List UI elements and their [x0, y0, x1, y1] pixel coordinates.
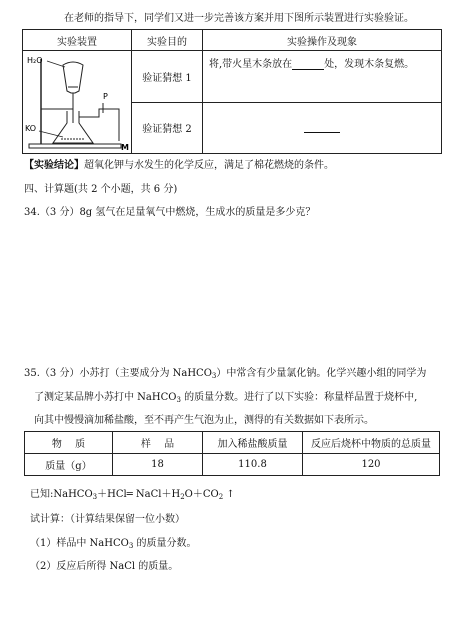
data-cell-total: 120 — [303, 454, 440, 476]
header-operation: 实验操作及现象 — [203, 30, 442, 51]
conclusion-tag: 【实验结论】 — [24, 160, 84, 171]
section-four-heading: 四、计算题(共 2 个小题，共 6 分) — [24, 184, 178, 195]
conclusion-text: 超氧化钾与水发生的化学反应，满足了棉花燃烧的条件。 — [84, 160, 334, 171]
intro-text: 在老师的指导下，同学们又进一步完善该方案并用下图所示装置进行实验验证。 — [64, 13, 414, 24]
label-p: P — [103, 92, 108, 101]
question-35-line2: 了测定某品牌小苏打中 NaHCO$_3$ 的质量分数。进行了以下实验：称量样品置于烧杯中, — [34, 392, 418, 404]
data-table — [24, 431, 440, 476]
operation-1-prefix: 将,带火星木条放在 — [209, 59, 293, 70]
data-cell-acid: 110.8 — [203, 454, 303, 476]
data-header-sample: 样 品 — [113, 432, 203, 454]
experiment-table — [22, 29, 442, 154]
apparatus-diagram — [23, 51, 131, 153]
label-m: M — [121, 143, 129, 152]
question-35-line3: 向其中慢慢滴加稀盐酸，至不再产生气泡为止，测得的有关数据如下表所示。 — [34, 415, 374, 426]
data-cell-sample: 18 — [113, 454, 203, 476]
operation-1-suffix: 处，发现木条复燃。 — [324, 59, 415, 70]
header-purpose: 实验目的 — [132, 30, 203, 51]
operation-2-blank[interactable] — [304, 132, 340, 133]
header-apparatus: 实验装置 — [23, 30, 132, 51]
data-header-total: 反应后烧杯中物质的总质量 — [303, 432, 440, 454]
data-header-substance: 物 质 — [25, 432, 113, 454]
operation-2 — [203, 102, 442, 154]
operation-1-blank[interactable] — [292, 69, 324, 70]
data-header-acid: 加入稀盐酸质量 — [203, 432, 303, 454]
label-h2o: H₂O — [27, 56, 43, 65]
data-cell-mass-label: 质量（g） — [25, 454, 113, 476]
apparatus-cell — [23, 51, 132, 154]
operation-1 — [203, 51, 442, 103]
sub-question-1: （1）样品中 NaHCO$_3$ 的质量分数。 — [30, 538, 197, 550]
purpose-1: 验证猜想 1 — [132, 51, 203, 103]
question-34: 34.（3 分）8g 氢气在足量氧气中燃烧，生成水的质量是多少克？ — [24, 207, 316, 218]
label-ko: KO — [25, 124, 37, 133]
given-equation: 已知:NaHCO$_3$＋HCl═ $NaCl+H_2O+CO_2$ ↑ — [30, 489, 235, 501]
conclusion — [24, 156, 334, 171]
purpose-2: 验证猜想 2 — [132, 102, 203, 154]
question-35-line1: 35.（3 分）小苏打（主要成分为 NaHCO$_3$）中常含有少量氯化钠。化学兴趣小组的同学为 — [24, 368, 427, 380]
try-calc: 试计算：（计算结果保留一位小数） — [30, 514, 185, 525]
sub-question-2: （2）反应后所得 NaCl 的质量。 — [30, 561, 179, 572]
